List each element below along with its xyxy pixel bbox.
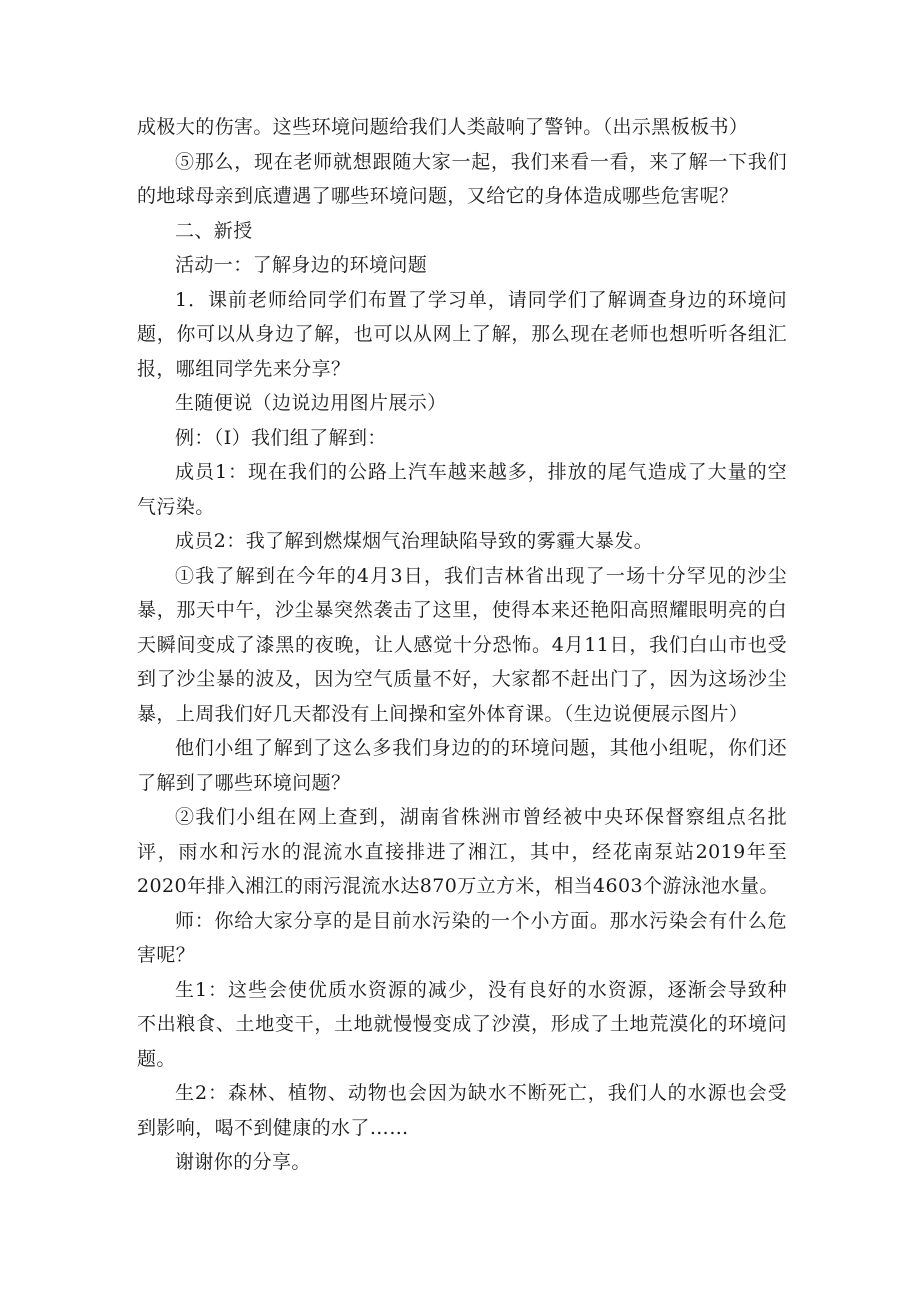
activity-heading: 活动一：了解身边的环境问题 — [175, 254, 428, 276]
paragraph-10: ①我了解到在今年的4月3日，我们吉林省出现了一场十分罕见的沙尘暴，那天中午，沙尘暴突然袭击了这里，使得本来还艳阳高照耀眼明亮的白天瞬间变成了漆黑的夜晚，让人感觉十分恐怖。4月11日，我们白山市也受到了沙尘暴的波及，因为空气质量不好，大家都不赶出门了，因为这场沙尘暴，上周我们好几天都没有上间操和室外体育课。（生边说便展示图片） — [137, 564, 787, 725]
paragraph-7: 例：（I）我们组了解到： — [175, 426, 387, 449]
paragraph-11: 他们小组了解到了这么多我们身边的的环境问题，其他小组呢，你们还了解到了哪些环境问题？ — [137, 737, 787, 794]
paragraph-8: 成员1：现在我们的公路上汽车越来越多，排放的尾气造成了大量的空气污染。 — [137, 461, 787, 518]
paragraph-16: 谢谢你的分享。 — [175, 1151, 311, 1173]
section-heading-new-lesson: 二、新授 — [175, 219, 253, 242]
paragraph-9: 成员2：我了解到燃煤烟气治理缺陷导致的雾霾大暴发。 — [175, 530, 654, 552]
paragraph-2: ⑤那么，现在老师就想跟随大家一起，我们来看一看，来了解一下我们的地球母亲到底遭遇了哪些环境问题，又给它的身体造成哪些危害呢？ — [137, 150, 787, 207]
document-body — [137, 110, 787, 1180]
paragraph-12: ②我们小组在网上查到，湖南省株洲市曾经被中央环保督察组点名批评，雨水和污水的混流水直接排进了湘江，其中，经花南泵站2019年至2020年排入湘江的雨污混流水达870万立方米，相当4603个游泳池水量。 — [137, 806, 787, 897]
paragraph-14: 生1：这些会使优质水资源的减少，没有良好的水资源，逐渐会导致种不出粮食、土地变干，土地就慢慢变成了沙漠，形成了土地荒漠化的环境问题。 — [137, 978, 787, 1070]
paragraph-1: 成极大的伤害。这些环境问题给我们人类敲响了警钟。（出示黑板板书） — [137, 116, 749, 138]
paragraph-15: 生2：森林、植物、动物也会因为缺水不断死亡，我们人的水源也会受到影响，喝不到健康的水了…… — [137, 1082, 787, 1139]
paragraph-13: 师：你给大家分享的是目前水污染的一个小方面。那水污染会有什么危害呢？ — [137, 909, 787, 966]
paragraph-5: 1．课前老师给同学们布置了学习单，请同学们了解调查身边的环境问题，你可以从身边了解，也可以从网上了解，那么现在老师也想听听各组汇报，哪组同学先来分享？ — [137, 288, 787, 380]
paragraph-6: 生随便说（边说边用图片展示） — [175, 392, 447, 414]
